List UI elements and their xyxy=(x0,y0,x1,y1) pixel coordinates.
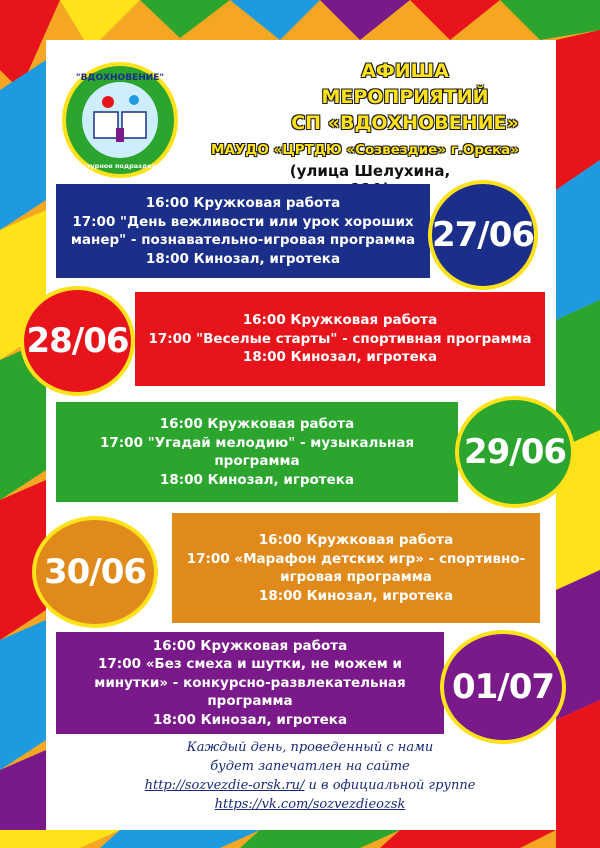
event-4-line-2: 17:00 «Марафон детских игр» - спортивно-игровая программа xyxy=(186,550,526,585)
event-box-3 xyxy=(56,402,458,502)
vk-link[interactable]: https://vk.com/sozvezdieozsk xyxy=(214,797,406,812)
event-3-line-1: 16:00 Кружковая работа xyxy=(159,416,355,432)
title-line-2: МЕРОПРИЯТИЙ xyxy=(321,86,489,108)
footer-line-4 xyxy=(110,795,510,814)
event-box-5 xyxy=(56,632,444,734)
event-1-line-2: 17:00 "День вежливости или урок хороших манер" - познавательно-игровая программа xyxy=(70,213,416,248)
event-4-date: 30/06 xyxy=(32,516,158,628)
event-5-date: 01/07 xyxy=(440,630,566,744)
event-3-line-3: 18:00 Кинозал, игротека xyxy=(159,471,355,488)
event-box-2 xyxy=(135,292,545,386)
event-2-date: 28/06 xyxy=(20,286,135,396)
event-4-line-3: 18:00 Кинозал, игротека xyxy=(258,587,454,604)
event-2-line-1: 16:00 Кружковая работа xyxy=(242,312,438,329)
logo-bottom-text: структурное подразделение xyxy=(65,162,175,170)
title-line-1: АФИША xyxy=(361,60,449,82)
event-3-date: 29/06 xyxy=(455,396,575,508)
event-5-line-1: 16:00 Кружковая работа xyxy=(152,637,348,654)
organization-name: МАУДО «ЦРТДЮ «Созвездие» г.Орска» xyxy=(211,142,519,158)
event-2-line-2: 17:00 "Веселые старты" - спортивная программа xyxy=(148,330,532,347)
vdohnovenie-logo xyxy=(60,60,180,180)
event-1-date: 27/06 xyxy=(428,180,538,290)
title-line-3: СП «ВДОХНОВЕНИЕ» xyxy=(291,112,519,134)
footer-line-3-rest: и в официальной группе xyxy=(304,778,476,793)
event-1-line-3: 18:00 Кинозал, игротека xyxy=(145,250,341,267)
event-5-line-3: 18:00 Кинозал, игротека xyxy=(152,711,348,728)
site-link[interactable]: http://sozvezdie-orsk.ru/ xyxy=(144,778,305,793)
logo-top-text: "ВДОХНОВЕНИЕ" xyxy=(75,73,165,83)
event-5-line-2: 17:00 «Без смеха и шутки, не можем и минутки» - конкурсно-развлекательная программа xyxy=(94,656,406,710)
event-box-4 xyxy=(172,513,540,623)
event-3-line-2: 17:00 "Угадай мелодию" - музыкальная программа xyxy=(99,434,414,469)
event-2-line-3: 18:00 Кинозал, игротека xyxy=(242,349,438,366)
address: (улица Шелухина, xyxy=(289,162,451,180)
event-1-line-1: 16:00 Кружковая работа xyxy=(145,195,341,211)
footer-line-1: Каждый день, проведенный с нами xyxy=(186,740,434,755)
footer-line-3 xyxy=(110,776,510,795)
footer-line-2: будет запечатлен на сайте xyxy=(210,759,410,774)
event-4-line-1: 16:00 Кружковая работа xyxy=(258,532,454,548)
event-box-1 xyxy=(56,184,430,278)
